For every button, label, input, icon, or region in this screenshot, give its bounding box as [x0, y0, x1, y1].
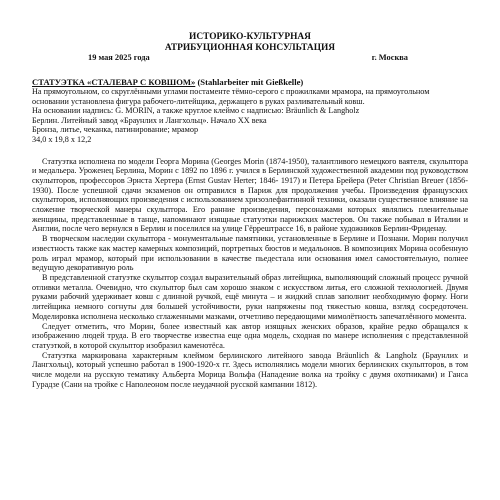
- body-paragraph: Статуэтка маркирована характерным клеймом берлинского литейного завода Bräunlich & Langholz (Браунлих и Лангхольц), который успешно работал в 1900-1920-х гг. Здесь исполнялись модели многих берлинских скульпторов, в том числе модели на русскую тематику Альберта Морица Вольфа (Нападение волка на тройку с двумя охотниками) и Ганса Гурадзе (Сани на тройке с Наполеоном после неудачной русской кампании 1812).: [32, 350, 468, 389]
- object-title-sub: (Stahlarbeiter mit Gießkelle): [195, 77, 304, 87]
- document-body: [32, 157, 468, 390]
- description-paragraph: Берлин. Литейный завод «Браунлих и Лангхольц». Начало XX века: [32, 115, 267, 125]
- document-date: 19 мая 2025 года: [88, 53, 150, 62]
- body-paragraph: Следует отметить, что Морин, более известный как автор изящных женских образов, крайне редко обращался к изображению людей труда. В его творчестве известна еще одна модель, сходная по манере исполнения с представленной статуэткой, в которой скульптор изобразил каменотёса.: [32, 321, 468, 350]
- meta-row: [32, 53, 468, 63]
- body-paragraph: Статуэтка исполнена по модели Георга Морина (Georges Morin (1874-1950), талантливого немецкого ваятеля, скульптора и медальера. Уроженец Берлина, Морин с 1892 по 1896 г. учился в Берлинской художественной академии под руководством скульпторов, профессоров Эрнста Хертера (Ernst Gustav Herter; 1846- 1917) и Петера Брейера (Peter Christian Breuer (1856-1930). После успешной сдачи экзаменов он отправился в Париж для продолжения учебы. Произведения французских скульпторов, исполняющих произведения с использованием хризоэлефантинной техники, оказали существенное влияние на сложение творческой манеры скульптора. Его ранние произведения, персонажами которых являлись пленительные женщины, представленные в танце, напоминают изящные статуэтки парижских мастеров. Он также побывал в Италии и Англии, после чего вернулся в Берлин и поселился на улице Гёррештрассе 16, в районе художников Берлин-Фриденау.: [32, 156, 468, 234]
- body-paragraph: В представленной статуэтке скульптор создал выразительный образ литейщика, выполняющий сложный процесс ручной отливки металла. Очевидно, что скульптор был сам хорошо знаком с искусством литья, его сложной технологией. Двумя руками рабочий удерживает ковш с длинной ручкой, ещё минута – и жидкий сплав заполнит необходимую форму. Ноги литейщика немного согнуты для большей устойчивости, руки напряжены под тяжестью ковша, взгляд сосредоточен. Моделировка исполнена несколько сглаженными мазками, отчетливо передающими мимолётность запечатлённого момента.: [32, 273, 468, 321]
- body-paragraph: В творческом наследии скульптора - монументальные памятники, установленные в Берлине и Познани. Морин получил известность также как мастер камерных композиций, портретных бюстов и медальонов. В композициях Морина особенную роль играл мрамор, который при использовании в качестве пьедестала или основания имел самостоятельную, полнее ведущую декоративную роль: [32, 234, 468, 273]
- description-paragraph: На прямоугольном, со скруглёнными углами постаменте тёмно-серого с прожилками мрамора, на прямоугольном основании установлена фигура рабочего-литейщика, держащего в руках разливательный ковш.: [32, 87, 430, 106]
- object-title: [32, 77, 468, 87]
- document-city: г. Москва: [371, 53, 408, 62]
- description-paragraph: На основании надпись: G. MORIN, а также круглое клеймо с надписью: Bräunlich & Langholz: [32, 106, 360, 116]
- header-line-1: ИСТОРИКО-КУЛЬТУРНАЯ: [189, 32, 311, 42]
- object-title-main: СТАТУЭТКА «СТАЛЕВАР С КОВШОМ»: [32, 77, 196, 87]
- description-paragraph: 34,0 х 19,8 х 12,2: [32, 134, 92, 144]
- header-line-2: АТРИБУЦИОННАЯ КОНСУЛЬТАЦИЯ: [164, 42, 336, 53]
- object-description: [32, 87, 468, 145]
- description-paragraph: Бронза, литье, чеканка, патинирование; мрамор: [32, 125, 199, 135]
- document-header: [32, 32, 468, 53]
